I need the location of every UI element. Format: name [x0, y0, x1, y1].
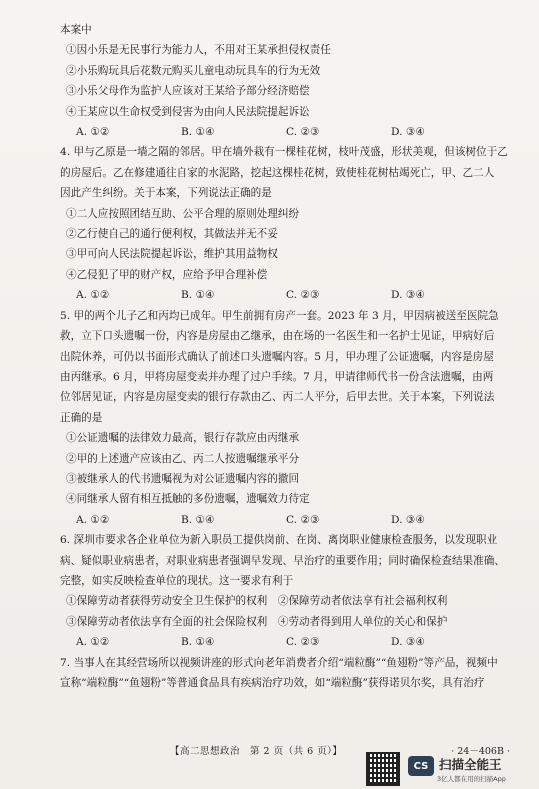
- answer-choice: C. ②③: [286, 289, 320, 302]
- answer-choice: D. ③④: [391, 289, 425, 302]
- choices_q5-row: [60, 510, 500, 530]
- q5-line: ①公证遗嘱的法律效力最高，银行存款应由丙继承: [66, 432, 300, 445]
- choices_q6-row: [60, 632, 500, 652]
- q6-line: ①保障劳动者获得劳动安全卫生保护的权利 ②保障劳动者依法享有社会福利权利: [66, 595, 448, 608]
- q6-line: 病、疑似职业病患者，对职业病患者强调早发现、早治疗的重要作用；同时确保检查结果准确、: [60, 554, 505, 567]
- lines-line: ②小乐购玩具后花数元购买儿童电动玩具车的行为无效: [66, 64, 321, 77]
- answer-choice: D. ③④: [391, 636, 425, 649]
- q5-line: 5. 甲的两个儿子乙和丙均已成年。甲生前拥有房产一套。2023 年 3 月，甲因病被送至医院急: [60, 309, 499, 322]
- q7-line: 7. 当事人在其经营场所以视频讲座的形式向老年消费者介绍“端粒酶”“鱼翅粉”等产品，视频中: [60, 656, 498, 669]
- q4-line: 因此产生纠纷。关于本案，下列说法正确的是: [60, 187, 272, 200]
- answer-choice: A. ①②: [76, 513, 110, 526]
- choices_q3-row: [60, 122, 500, 142]
- q7-line: 宣称“端粒酶”“鱼翅粉”等普通食品具有疾病治疗功效，如“端粒酶”获得诺贝尔奖，具有治疗: [60, 677, 485, 689]
- q5-line: ④同继承人留有相互抵触的多份遗嘱，遗嘱效力待定: [66, 493, 310, 506]
- q5-line: 正确的是: [60, 411, 103, 424]
- answer-choice: A. ①②: [76, 636, 110, 649]
- q6-line: 6. 深圳市要求各企业单位为新入职员工提供岗前、在岗、离岗职业健康检查服务，以发现职业: [60, 534, 498, 547]
- answer-choice: C. ②③: [286, 636, 320, 649]
- answer-choice: B. ①④: [181, 289, 215, 302]
- q4-line: ③甲可向人民法院提起诉讼，维护其用益物权: [66, 248, 278, 261]
- lines-line: 本案中: [60, 24, 92, 36]
- q4-line: ②乙行使自己的通行便利权，其做法并无不妥: [66, 228, 278, 241]
- answer-choice: A. ①②: [76, 126, 110, 139]
- q5-line: ②甲的上述遗产应该由乙、丙二人按遗嘱继承平分: [66, 452, 300, 465]
- camscanner-subtitle: 3亿人都在用的扫描App: [437, 775, 506, 783]
- qr-code-icon: [366, 752, 400, 786]
- q4-line: 的房屋后。乙在修建通往自家的水泥路，挖起这棵桂花树，致使桂花树枯竭死亡，甲、乙二人: [60, 166, 495, 179]
- q6-line: 完整，如实反映检查单位的现状。这一要求有利于: [60, 574, 294, 587]
- lines-line: ①因小乐是无民事行为能力人，不用对王某承担侵权责任: [66, 44, 331, 57]
- answer-choice: C. ②③: [286, 513, 320, 526]
- camscanner-logo-icon: CS: [408, 756, 434, 776]
- answer-choice: A. ①②: [76, 289, 110, 302]
- q5-line: ③被继承人的代书遗嘱视为对公证遗嘱内容的撤回: [66, 472, 300, 485]
- answer-choice: B. ①④: [181, 513, 215, 526]
- answer-choice: C. ②③: [286, 126, 320, 139]
- answer-choice: B. ①④: [181, 636, 215, 649]
- q5-line: 救，立下口头遗嘱一份，内容是房屋由乙继承，由在场的一名医生和一名护士见证，甲病好后: [60, 330, 495, 343]
- answer-choice: D. ③④: [391, 126, 425, 139]
- lines-line: ③小乐父母作为监护人应该对王某给予部分经济赔偿: [66, 85, 310, 98]
- answer-choice: D. ③④: [391, 513, 425, 526]
- choices_q4-row: [60, 285, 500, 305]
- footer-page-info: 【高二思想政治 第 2 页（共 6 页）】: [170, 746, 343, 757]
- q5-line: 由丙继承。6 月，甲将房屋变卖并办理了过户手续。7 月，甲请律师代书一份含法遗嘱，由两: [60, 370, 494, 383]
- q6-line: ③保障劳动者依法享有全面的社会保险权利 ④劳动者得到用人单位的关心和保护: [66, 615, 448, 628]
- q4-line: ①二人应按照团结互助、公平合理的原则处理纠纷: [66, 207, 300, 220]
- lines-line: ④王某应以生命权受到侵害为由向人民法院提起诉讼: [66, 105, 310, 118]
- q4-line: 4. 甲与乙原是一墙之隔的邻居。甲在墙外栽有一棵桂花树，枝叶茂盛，形状美观，但该树位于乙: [60, 146, 508, 159]
- footer-code: · 24－406B ·: [451, 746, 510, 757]
- q5-line: 出院休养，可仍以书面形式确认了前述口头遗嘱内容。5 月，甲办理了公证遗嘱，内容是房屋: [60, 350, 494, 363]
- q4-line: ④乙侵犯了甲的财产权，应给予甲合理补偿: [66, 268, 268, 281]
- answer-choice: B. ①④: [181, 126, 215, 139]
- page-content: [60, 20, 508, 693]
- q5-line: 位邻居见证，内容是房屋变卖的银行存款由乙、丙二人平分，后甲去世。关于本案，下列说法: [60, 391, 495, 404]
- camscanner-title: 扫描全能王: [439, 757, 502, 772]
